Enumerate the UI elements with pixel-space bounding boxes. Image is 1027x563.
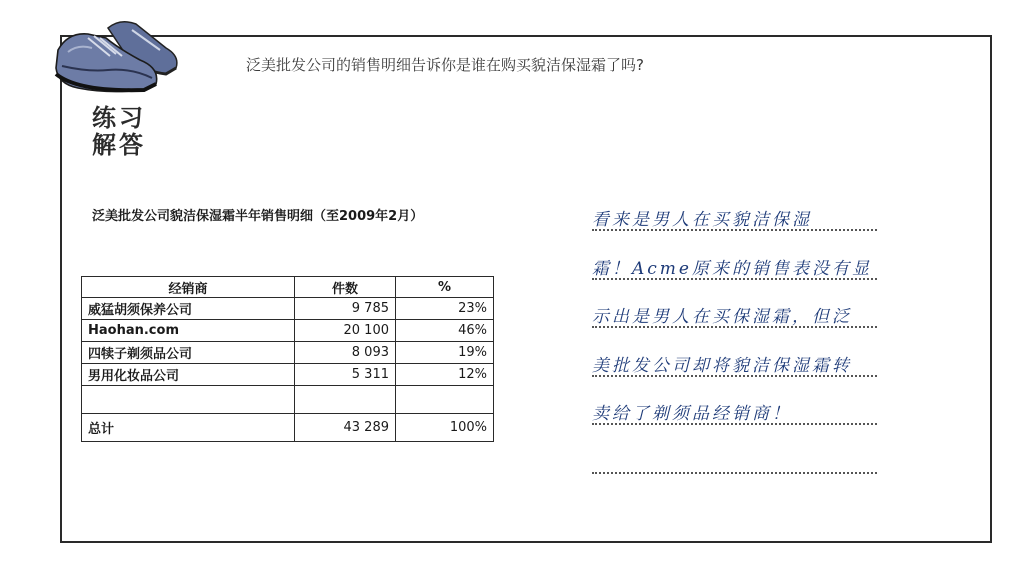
total-count: 43 289 <box>295 414 396 442</box>
empty-cell <box>396 386 494 414</box>
answer-line <box>592 397 877 446</box>
table-header-row <box>82 277 494 298</box>
table-row <box>82 320 494 342</box>
dotted-rule <box>592 472 877 474</box>
exercise-solution-badge <box>92 104 172 158</box>
dealer-name: 四犊子剃须品公司 <box>82 342 295 364</box>
dealer-name: 男用化妆品公司 <box>82 364 295 386</box>
table-row <box>82 298 494 320</box>
answer-text: 卖给了剃须品经销商！ <box>592 404 792 424</box>
answer-text: 美批发公司却将貌洁保湿霜转 <box>592 355 852 376</box>
empty-cell <box>295 386 396 414</box>
column-header-count: 件数 <box>295 277 396 298</box>
answer-text: 看来是男人在买貌洁保湿 <box>592 210 812 230</box>
total-label: 总计 <box>82 414 295 442</box>
unit-count: 8 093 <box>295 342 396 364</box>
badge-line-1: 练习 <box>92 103 146 132</box>
answer-line <box>592 349 877 398</box>
dealer-name: Haohan.com <box>82 320 295 342</box>
sneaker-icon <box>48 8 198 104</box>
table-row <box>82 342 494 364</box>
answer-line <box>592 252 877 301</box>
empty-cell <box>82 386 295 414</box>
dotted-rule <box>592 423 877 425</box>
dotted-rule <box>592 375 877 377</box>
table-title: 泛美批发公司貌洁保湿霜半年销售明细（至2009年2月） <box>92 209 424 224</box>
answer-line <box>592 446 877 495</box>
answer-text: 示出是男人在买保湿霜，但泛 <box>592 307 852 327</box>
answer-line <box>592 203 877 252</box>
dotted-rule <box>592 326 877 328</box>
badge-line-2: 解答 <box>92 130 146 159</box>
answer-line <box>592 300 877 349</box>
table-row-empty <box>82 386 494 414</box>
unit-count: 5 311 <box>295 364 396 386</box>
table-row <box>82 364 494 386</box>
dotted-rule <box>592 278 877 280</box>
total-percent: 100% <box>396 414 494 442</box>
column-header-percent: % <box>396 277 494 298</box>
dealer-name: 威猛胡须保养公司 <box>82 298 295 320</box>
unit-count: 9 785 <box>295 298 396 320</box>
handwritten-answer <box>592 203 877 494</box>
percent-share: 12% <box>396 364 494 386</box>
percent-share: 23% <box>396 298 494 320</box>
table-total-row <box>82 414 494 442</box>
question-text: 泛美批发公司的销售明细告诉你是谁在购买貌洁保湿霜了吗? <box>246 56 644 74</box>
answer-text: 霜！Acme原来的销售表没有显 <box>592 258 872 279</box>
sales-table <box>81 276 494 442</box>
unit-count: 20 100 <box>295 320 396 342</box>
dotted-rule <box>592 229 877 231</box>
percent-share: 46% <box>396 320 494 342</box>
percent-share: 19% <box>396 342 494 364</box>
column-header-dealer: 经销商 <box>82 277 295 298</box>
